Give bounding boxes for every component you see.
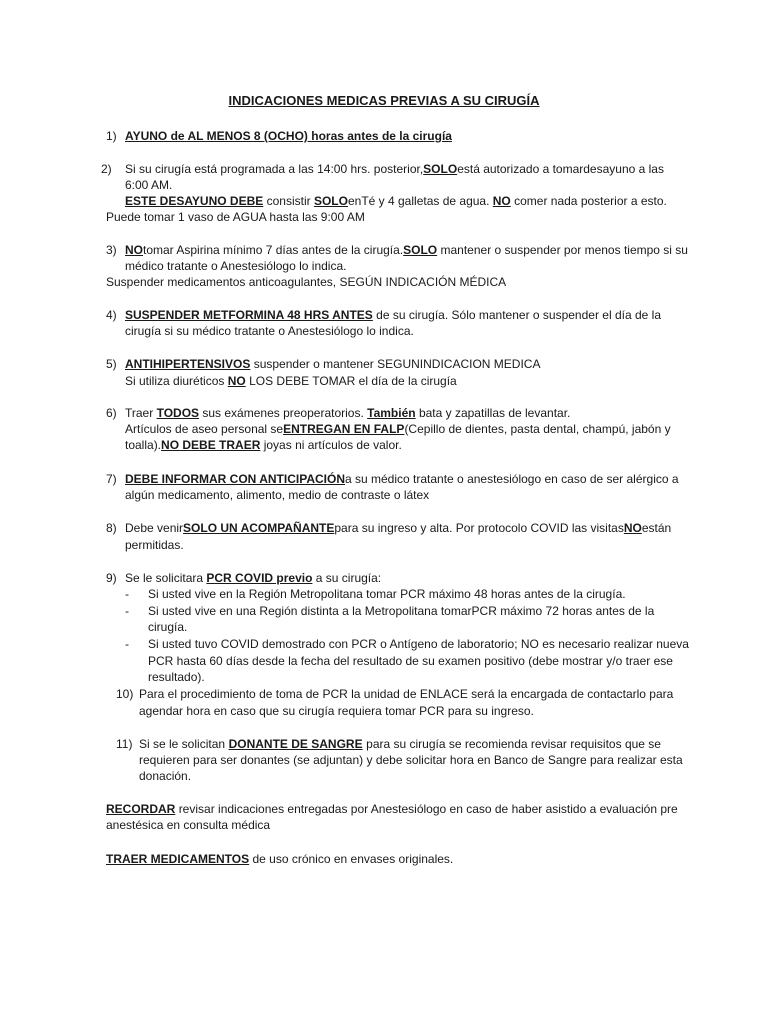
emphasis: NO <box>623 521 642 535</box>
item-8-line-1 <box>125 520 672 536</box>
emphasis: TODOS <box>156 406 200 420</box>
item-2-line-4: Puede tomar 1 vaso de AGUA hasta las 9:00 AM <box>106 210 365 224</box>
text: (Cepillo de dientes, pasta dental, champú, jabón y <box>404 422 671 436</box>
emphasis: NO <box>227 374 246 388</box>
text: comer nada posterior a esto. <box>514 194 667 208</box>
item-number: 4) <box>106 308 117 322</box>
item-number: 11) <box>116 737 133 751</box>
item-1-text: AYUNO de AL MENOS 8 (OCHO) horas antes de la cirugía <box>125 129 452 143</box>
item-number: 2) <box>101 162 112 176</box>
item-number: 1) <box>106 129 117 143</box>
item-7-line-1 <box>125 471 679 487</box>
dash: - <box>125 604 129 618</box>
text: de su cirugía. Sólo mantener o suspender el día de la <box>376 308 661 322</box>
emphasis: RECORDAR <box>106 802 176 816</box>
item-11-line-1 <box>139 736 661 752</box>
emphasis: DEBE INFORMAR CON ANTICIPACIÓN <box>125 472 345 486</box>
pcr-bullet-3-cont: PCR hasta 60 días desde la fecha del resultado de su examen positivo (debe mostrar y/o traer ese <box>148 654 673 668</box>
medicamentos-line <box>106 851 453 867</box>
item-4-line-1 <box>125 307 661 323</box>
emphasis: PCR COVID previo <box>206 571 313 585</box>
item-7-line-2: algún medicamento, alimento, medio de contraste o látex <box>125 488 430 502</box>
emphasis: SUSPENDER METFORMINA 48 HRS ANTES <box>125 308 373 322</box>
item-number: 6) <box>106 406 117 420</box>
item-5-line-2 <box>125 373 457 389</box>
pcr-bullet-3-cont: resultado). <box>148 670 205 684</box>
text: Debe venir <box>125 521 184 535</box>
text: está autorizado a tomardesayuno a las <box>457 162 664 176</box>
emphasis: ESTE DESAYUNO DEBE <box>125 194 264 208</box>
item-5-line-1 <box>125 356 540 372</box>
pcr-bullet-2-cont: cirugía. <box>148 620 188 634</box>
pcr-bullet-3: Si usted tuvo COVID demostrado con PCR o Antígeno de laboratorio; NO es necesario realizar nueva <box>148 637 689 651</box>
emphasis: SOLO <box>423 162 458 176</box>
text: Si su cirugía está programada a las 14:00 hrs. posterior, <box>125 162 424 176</box>
text: para su cirugía se recomienda revisar requisitos que se <box>366 737 661 751</box>
text: revisar indicaciones entregadas por Anestesiólogo en caso de haber asistido a evaluación pre <box>178 802 678 816</box>
emphasis: SOLO UN ACOMPAÑANTE <box>183 521 335 535</box>
emphasis: DONANTE DE SANGRE <box>228 737 363 751</box>
item-number: 8) <box>106 521 117 535</box>
item-number: 3) <box>106 243 117 257</box>
text: a su cirugía: <box>315 571 382 585</box>
item-number: 7) <box>106 472 117 486</box>
text: Se le solicitara <box>125 571 204 585</box>
text: para su ingreso y alta. Por protocolo COVID las visitas <box>334 521 624 535</box>
text: suspender o mantener SEGUNINDICACION MEDICA <box>253 357 541 371</box>
text: Artículos de aseo personal se <box>125 422 284 436</box>
text: mantener o suspender por menos tiempo si su <box>440 243 688 257</box>
item-2-line-1 <box>125 161 664 177</box>
item-number: 5) <box>106 357 117 371</box>
emphasis: NO <box>492 194 511 208</box>
recordar-line-2: anestésica en consulta médica <box>106 818 271 832</box>
pcr-bullet-1: Si usted vive en la Región Metropolitana tomar PCR máximo 48 horas antes de la cirugía. <box>148 587 626 601</box>
text: Si usted vive en una Región distinta a la Metropolitana tomarPCR máximo 72 horas antes de la <box>148 604 655 618</box>
text: sus exámenes preoperatorios. <box>202 406 364 420</box>
text: bata y zapatillas de levantar. <box>418 406 571 420</box>
text: Traer <box>125 406 154 420</box>
dash: - <box>125 587 129 601</box>
item-2-line-3 <box>125 193 667 209</box>
item-6-line-3 <box>125 437 402 453</box>
item-10-line-2: agendar hora en caso que su cirugía requiera tomar PCR para su ingreso. <box>139 704 534 718</box>
text: tomar Aspirina mínimo 7 días antes de la cirugía. <box>143 243 404 257</box>
item-4-line-2: cirugía si su médico tratante o Anestesiólogo lo indica. <box>125 324 414 338</box>
emphasis: También <box>367 406 416 420</box>
text: están <box>641 521 672 535</box>
text: de uso crónico en envases originales. <box>252 852 454 866</box>
item-6-line-1 <box>125 405 570 421</box>
item-9-line-1 <box>125 570 381 586</box>
text: a su médico tratante o anestesiólogo en caso de ser alérgico a <box>345 472 679 486</box>
item-11-line-2: requieren para ser donantes (se adjuntan) y debe solicitar hora en Banco de Sangre para realizar esta <box>139 753 683 767</box>
item-number: 9) <box>106 571 117 585</box>
emphasis: NO <box>125 243 143 257</box>
item-11-line-3: donación. <box>139 769 192 783</box>
text: consistir <box>266 194 311 208</box>
text: toalla). <box>125 438 162 452</box>
pcr-bullet-2 <box>148 603 661 619</box>
item-3-line-3: Suspender medicamentos anticoagulantes, SEGÚN INDICACIÓN MÉDICA <box>106 275 507 289</box>
text: Si se le solicitan <box>139 737 226 751</box>
item-3-line-1 <box>125 242 688 258</box>
text: enTé y 4 galletas de agua. <box>347 194 490 208</box>
emphasis: SOLO <box>313 194 348 208</box>
emphasis: ANTIHIPERTENSIVOS <box>125 357 251 371</box>
document-title: INDICACIONES MEDICAS PREVIAS A SU CIRUGÍA <box>228 93 540 108</box>
item-2-line-2: 6:00 AM. <box>125 178 173 192</box>
item-6-line-2 <box>125 421 671 437</box>
recordar-line-1 <box>106 801 678 817</box>
item-3-line-2: médico tratante o Anestesiólogo lo indica. <box>125 259 347 273</box>
text: LOS DEBE TOMAR el día de la cirugía <box>249 374 457 388</box>
text: joyas ni artículos de valor. <box>263 438 402 452</box>
emphasis: ENTREGAN EN FALP <box>283 422 405 436</box>
text: Si utiliza diuréticos <box>125 374 225 388</box>
dash: - <box>125 637 129 651</box>
emphasis: NO DEBE TRAER <box>161 438 261 452</box>
emphasis: TRAER MEDICAMENTOS <box>106 852 250 866</box>
item-10-line-1: Para el procedimiento de toma de PCR la unidad de ENLACE será la encargada de contactarlo para <box>139 687 674 701</box>
emphasis: SOLO <box>403 243 438 257</box>
item-number: 10) <box>116 687 134 701</box>
item-8-line-2: permitidas. <box>125 538 184 552</box>
